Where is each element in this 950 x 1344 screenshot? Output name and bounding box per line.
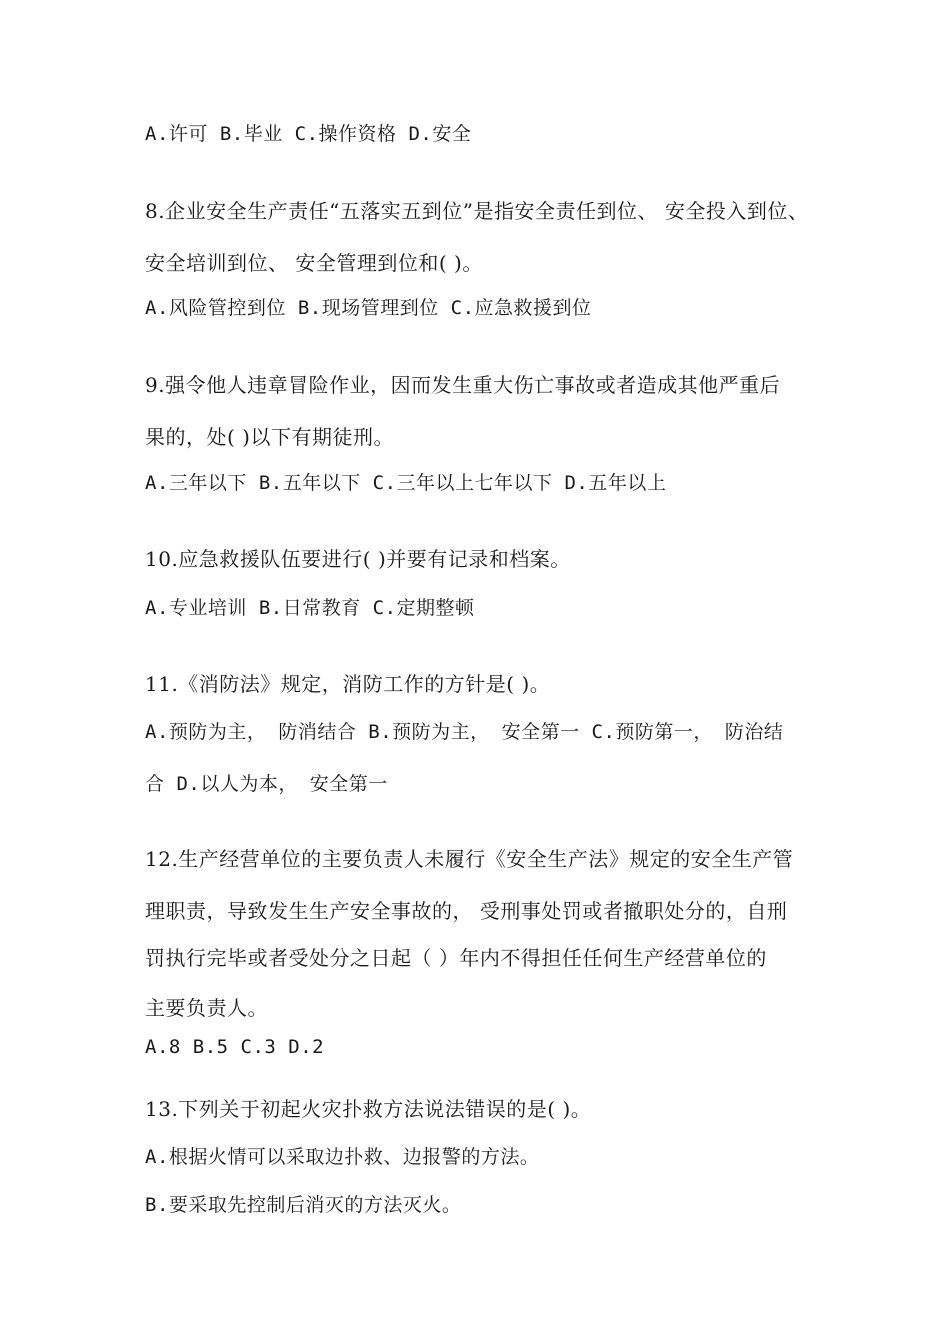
q13-option-b: B.要采取先控制后消灭的方法灭火。 [145,1194,462,1216]
q7-options: A.许可 B.毕业 C.操作资格 D.安全 [145,123,472,145]
q8-question-line2: 安全培训到位、 安全管理到位和( )。 [145,251,483,275]
q8-question-line1: 8.企业安全生产责任“五落实五到位”是指安全责任到位、 安全投入到位、 [145,199,809,223]
q10-question: 10.应急救援队伍要进行( )并要有记录和档案。 [145,547,571,571]
q12-question-line4: 主要负责人。 [145,996,268,1020]
q12-question-line1: 12.生产经营单位的主要负责人未履行《安全生产法》规定的安全生产管 [145,847,794,871]
q10-options: A.专业培训 B.日常教育 C.定期整顿 [145,597,475,619]
q11-options-line2: 合 D.以人为本， 安全第一 [145,773,388,795]
q9-question-line1: 9.强令他人违章冒险作业，因而发生重大伤亡事故或者造成其他严重后 [145,373,781,397]
q8-options: A.风险管控到位 B.现场管理到位 C.应急救援到位 [145,297,592,319]
q12-question-line3: 罚执行完毕或者受处分之日起（ ）年内不得担任任何生产经营单位的 [145,946,767,970]
q12-question-line2: 理职责，导致发生生产安全事故的， 受刑事处罚或者撤职处分的，自刑 [145,899,788,923]
q9-options: A.三年以下 B.五年以下 C.三年以上七年以下 D.五年以上 [145,472,667,494]
q11-options-line1: A.预防为主， 防消结合 B.预防为主， 安全第一 C.预防第一， 防治结 [145,721,784,743]
q12-options: A.8 B.5 C.3 D.2 [145,1036,325,1058]
q9-question-line2: 果的，处( )以下有期徒刑。 [145,425,394,449]
q13-option-a: A.根据火情可以采取边扑救、边报警的方法。 [145,1146,540,1168]
q11-question: 11.《消防法》规定，消防工作的方针是( )。 [145,672,551,696]
q13-question: 13.下列关于初起火灾扑救方法说法错误的是( )。 [145,1097,592,1121]
